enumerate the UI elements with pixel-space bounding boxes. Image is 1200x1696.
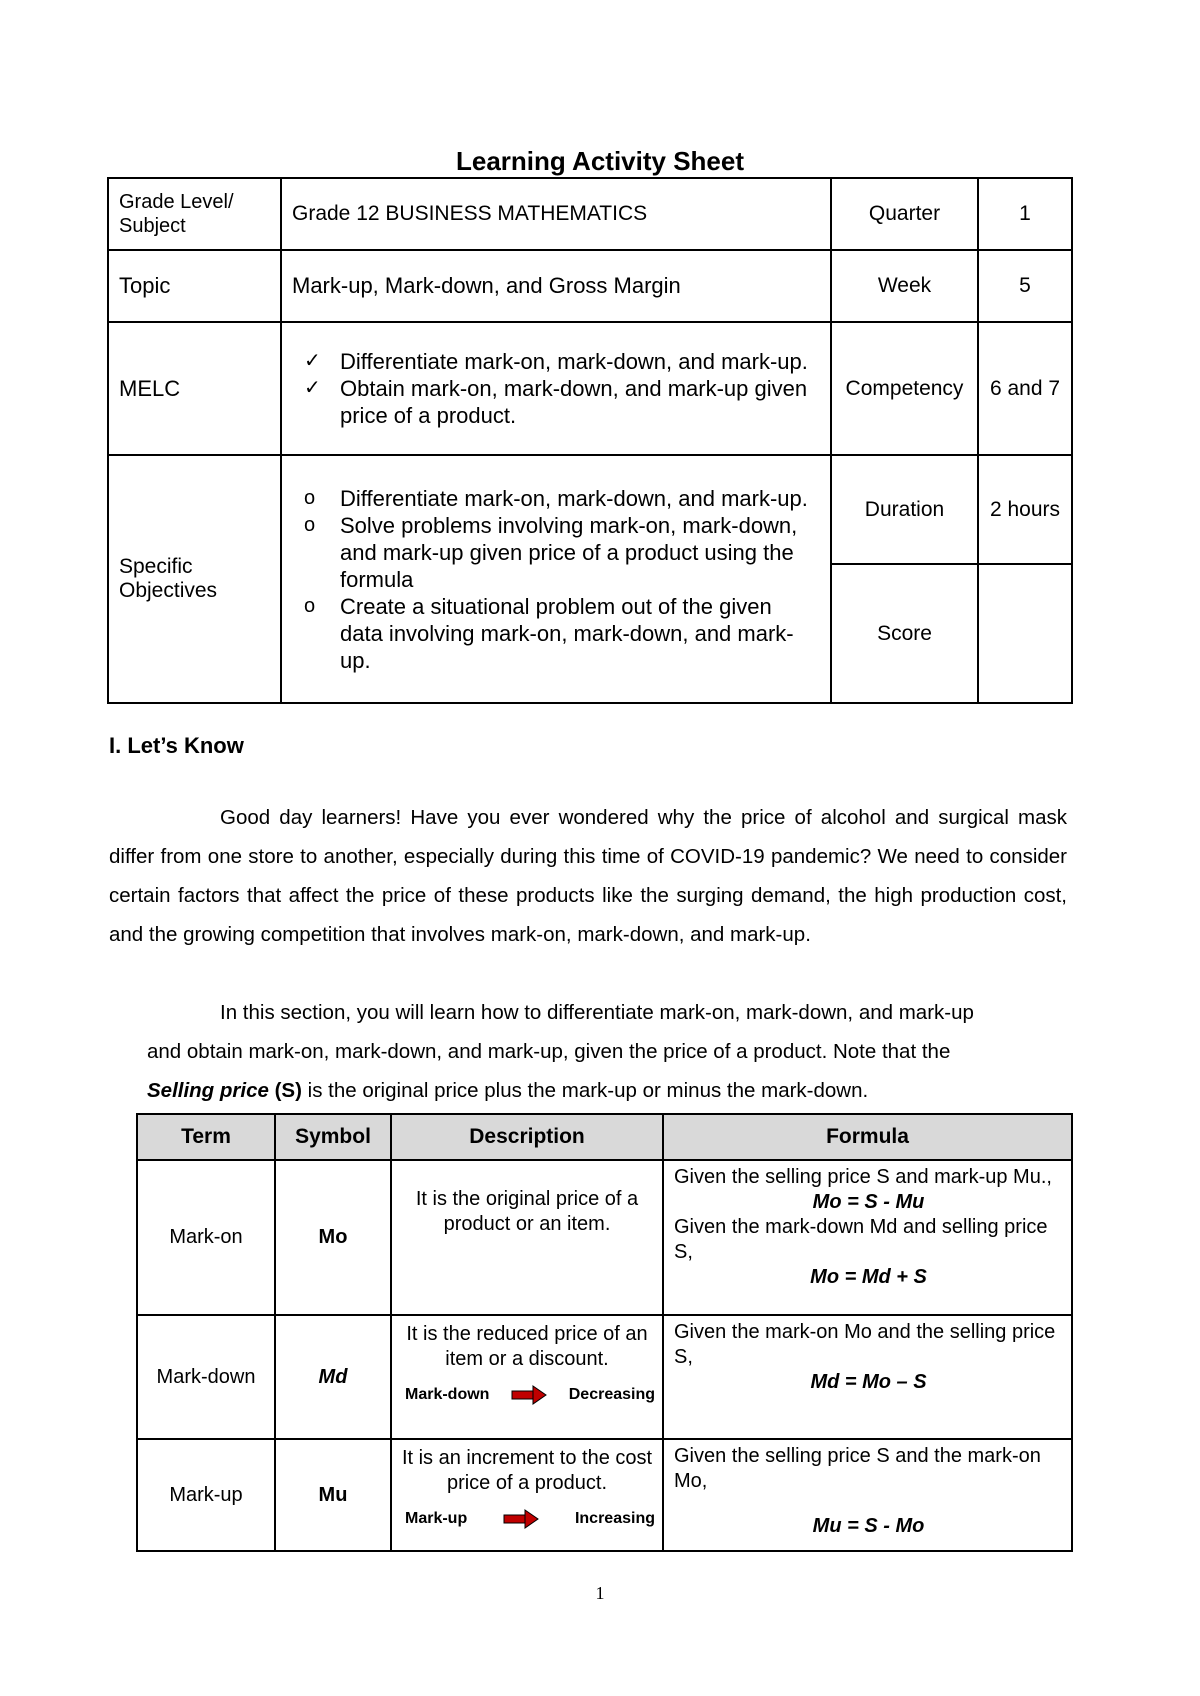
melc-item: ✓ Obtain mark-on, mark-down, and mark-up given price of a product. [304, 376, 808, 428]
competency-label: Competency [831, 322, 978, 455]
term-cell: Mark-up [137, 1439, 275, 1551]
description-text: It is an increment to the cost price of a product. [401, 1447, 653, 1494]
trend-indicator [393, 1372, 661, 1407]
trend-indicator [393, 1496, 661, 1531]
paragraph-line: and obtain mark-on, mark-down, and mark-up, given the price of a product. Note that the [147, 1040, 951, 1063]
melc-label: MELC [108, 322, 281, 455]
circle-bullet-icon: o [304, 513, 316, 536]
symbol-cell: Mu [275, 1439, 391, 1551]
check-icon: ✓ [304, 377, 321, 399]
circle-bullet-icon: o [304, 594, 316, 617]
score-label: Score [831, 564, 978, 703]
description-text: It is the reduced price of an item or a discount. [406, 1323, 648, 1370]
formula-text: Given the mark-down Md and selling price S, [674, 1216, 1048, 1263]
description-cell [391, 1315, 663, 1439]
description-cell: It is the original price of a product or an item. [391, 1160, 663, 1315]
formula-cell [663, 1315, 1072, 1439]
objectives-cell [281, 455, 831, 703]
description-cell [391, 1439, 663, 1551]
right-arrow-icon [511, 1385, 547, 1405]
objectives-label: Specific Objectives [108, 455, 281, 703]
trend-left-label: Mark-up [405, 1510, 468, 1527]
melc-item: ✓ Differentiate mark-on, mark-down, and mark-up. [304, 349, 808, 374]
trend-right-label: Increasing [574, 1510, 655, 1527]
formula-cell [663, 1160, 1072, 1315]
circle-bullet-icon: o [304, 486, 316, 509]
grade-value: Grade 12 BUSINESS MATHEMATICS [281, 178, 831, 250]
duration-label: Duration [831, 455, 978, 564]
formula-equation: Md = Mo – S [810, 1371, 927, 1393]
duration-value: 2 hours [978, 455, 1072, 564]
objective-item: o Create a situational problem out of the given data involving mark-on, mark-down, and mark-up. [304, 593, 794, 673]
intro-paragraph: Good day learners! Have you ever wondered why the price of alcohol and surgical mask differ from one store to another, especially during this time of COVID-19 pandemic? We need to consider certain factors that affect the price of these products like the surging demand, the high production cost, and the growing competition that involves mark-on, mark-down, and mark-up. [109, 806, 1067, 946]
competency-value: 6 and 7 [978, 322, 1072, 455]
column-header: Symbol [275, 1114, 391, 1160]
objective-item: o Differentiate mark-on, mark-down, and mark-up. [304, 485, 808, 511]
term-cell: Mark-on [137, 1160, 275, 1315]
melc-cell [281, 322, 831, 455]
formula-text: Given the selling price S and mark-up Mu., [674, 1166, 1052, 1188]
symbol-cell: Mo [275, 1160, 391, 1315]
paragraph-line: In this section, you will learn how to differentiate mark-on, mark-down, and mark-up [220, 1001, 974, 1024]
trend-left-label: Mark-down [405, 1386, 490, 1403]
formula-equation: Mo = Md + S [810, 1266, 927, 1288]
formula-table [136, 1113, 1073, 1552]
formula-equation: Mu = S - Mo [812, 1515, 925, 1537]
formula-cell [663, 1439, 1072, 1551]
table-row [137, 1160, 1072, 1315]
page-title: Learning Activity Sheet [456, 146, 744, 176]
term-cell: Mark-down [137, 1315, 275, 1439]
topic-value: Mark-up, Mark-down, and Gross Margin [281, 250, 831, 322]
section-heading: I. Let’s Know [109, 733, 244, 758]
selling-price-term: Selling price [147, 1079, 269, 1102]
right-arrow-icon [503, 1509, 539, 1529]
formula-equation: Mo = S - Mu [812, 1191, 925, 1213]
quarter-value: 1 [978, 178, 1072, 250]
table-row [137, 1439, 1072, 1551]
table-row [137, 1315, 1072, 1439]
column-header: Term [137, 1114, 275, 1160]
week-value: 5 [978, 250, 1072, 322]
objective-item: o Solve problems involving mark-on, mark-down, and mark-up given price of a product using the formula [304, 512, 798, 592]
column-header: Description [391, 1114, 663, 1160]
header-table [107, 177, 1073, 704]
score-value[interactable] [978, 564, 1072, 703]
check-icon: ✓ [304, 350, 321, 372]
selling-price-symbol: (S) [274, 1079, 302, 1102]
selling-price-paragraph [109, 993, 1067, 1110]
trend-right-label: Decreasing [568, 1386, 655, 1403]
column-header: Formula [663, 1114, 1072, 1160]
topic-label: Topic [108, 250, 281, 322]
quarter-label: Quarter [831, 178, 978, 250]
paragraph-line: Selling price (S) is the original price plus the mark-up or minus the mark-down. [147, 1079, 869, 1102]
formula-text: Given the selling price S and the mark-on Mo, [674, 1445, 1041, 1492]
page-number: 1 [595, 1583, 605, 1603]
grade-label: Grade Level/ Subject [108, 178, 281, 250]
week-label: Week [831, 250, 978, 322]
formula-text: Given the mark-on Mo and the selling price S, [674, 1321, 1056, 1368]
symbol-cell: Md [275, 1315, 391, 1439]
